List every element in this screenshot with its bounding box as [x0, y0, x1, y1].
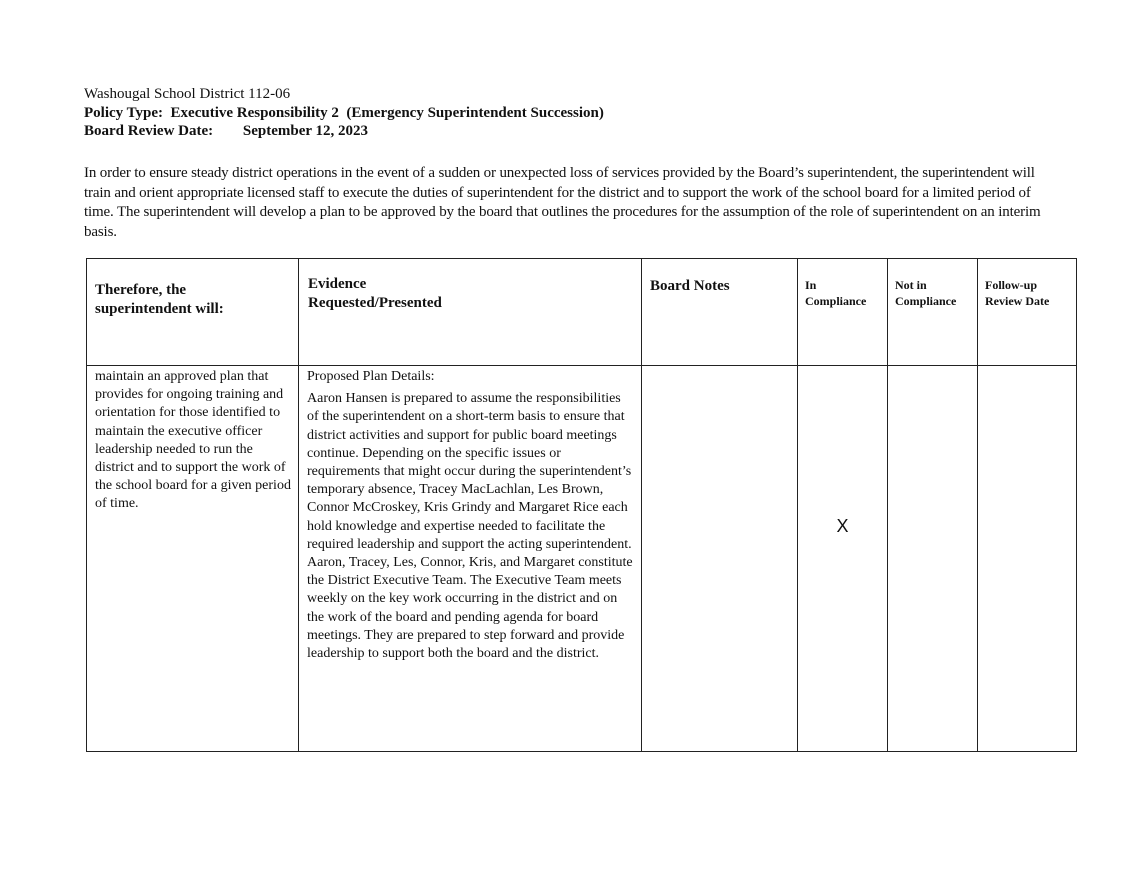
- header-text: Therefore, the: [95, 282, 187, 298]
- intro-paragraph: In order to ensure steady district operations in the event of a sudden or unexpected loss of services provided by the Board’s superintendent, the superintendent will train and orient appropriate licensed staff to execute the duties of superintendent for the district and to support the work of the school board for a limited period of time. The superintendent will develop a plan to be approved by the board that outlines the procedures for the assumption of the role of superintendent on an interim basis.: [84, 165, 1041, 240]
- header-superintendent-will: [87, 259, 299, 366]
- evidence-heading: Proposed Plan Details:: [307, 369, 435, 384]
- header-text: In: [805, 278, 817, 292]
- header-text: Board Notes: [650, 278, 730, 294]
- header-followup-review-date: [978, 259, 1077, 366]
- district-name: Washougal School District 112-06: [84, 86, 291, 102]
- followup-review-date-cell: [978, 366, 1077, 752]
- review-date-label: Board Review Date:: [84, 123, 214, 139]
- evidence-cell: [299, 366, 642, 752]
- evidence-body: Aaron Hansen is prepared to assume the responsibilities of the superintendent on a short-term basis to ensure that district activities and support for public board meetings continue. Depending on the specific issues or requirements that might occur during the superintendent’s temporary absence, Tracey MacLachlan, Les Brown, Connor McCroskey, Kris Grindy and Margaret Rice each hold knowledge and expertise needed to facilitate the required leadership and support the acting superintendent. Aaron, Tracey, Les, Connor, Kris, and Margaret constitute the District Executive Team. The Executive Team meets weekly on the key work occurring in the district and on the work of the board and pending agenda for board meetings. They are prepared to step forward and provide leadership to support both the board and the district.: [307, 391, 633, 662]
- header-text: Compliance: [805, 294, 867, 308]
- policy-type: [84, 104, 604, 123]
- header-board-notes: [642, 259, 798, 366]
- policy-type-value: Executive Responsibility 2 (Emergency Superintendent Succession): [170, 104, 604, 121]
- board-review-date: [84, 122, 604, 141]
- header-text: Evidence: [308, 276, 367, 292]
- table-row: [87, 366, 1077, 752]
- board-notes-cell: [642, 366, 798, 752]
- header-in-compliance: [798, 259, 888, 366]
- header-text: Compliance: [895, 294, 957, 308]
- header-text: Not in: [895, 278, 927, 292]
- in-compliance-cell: [798, 366, 888, 752]
- document-header: [84, 85, 604, 141]
- requirement-cell: maintain an approved plan that provides for ongoing training and orientation for those identified to maintain the executive officer leadership needed to run the district and to support the work of the school board for a given period of time.: [87, 366, 299, 752]
- header-evidence: [299, 259, 642, 366]
- not-in-compliance-cell: [888, 366, 978, 752]
- header-not-in-compliance: [888, 259, 978, 366]
- header-text: superintendent will:: [95, 301, 224, 317]
- header-text: Requested/Presented: [308, 295, 442, 311]
- policy-monitoring-table: [86, 258, 1077, 752]
- header-text: Review Date: [985, 294, 1050, 308]
- policy-type-label: Policy Type:: [84, 104, 164, 121]
- compliance-mark: X: [836, 516, 849, 536]
- header-text: Follow-up: [985, 278, 1038, 292]
- table-header-row: [87, 259, 1077, 366]
- review-date-value: September 12, 2023: [242, 123, 369, 139]
